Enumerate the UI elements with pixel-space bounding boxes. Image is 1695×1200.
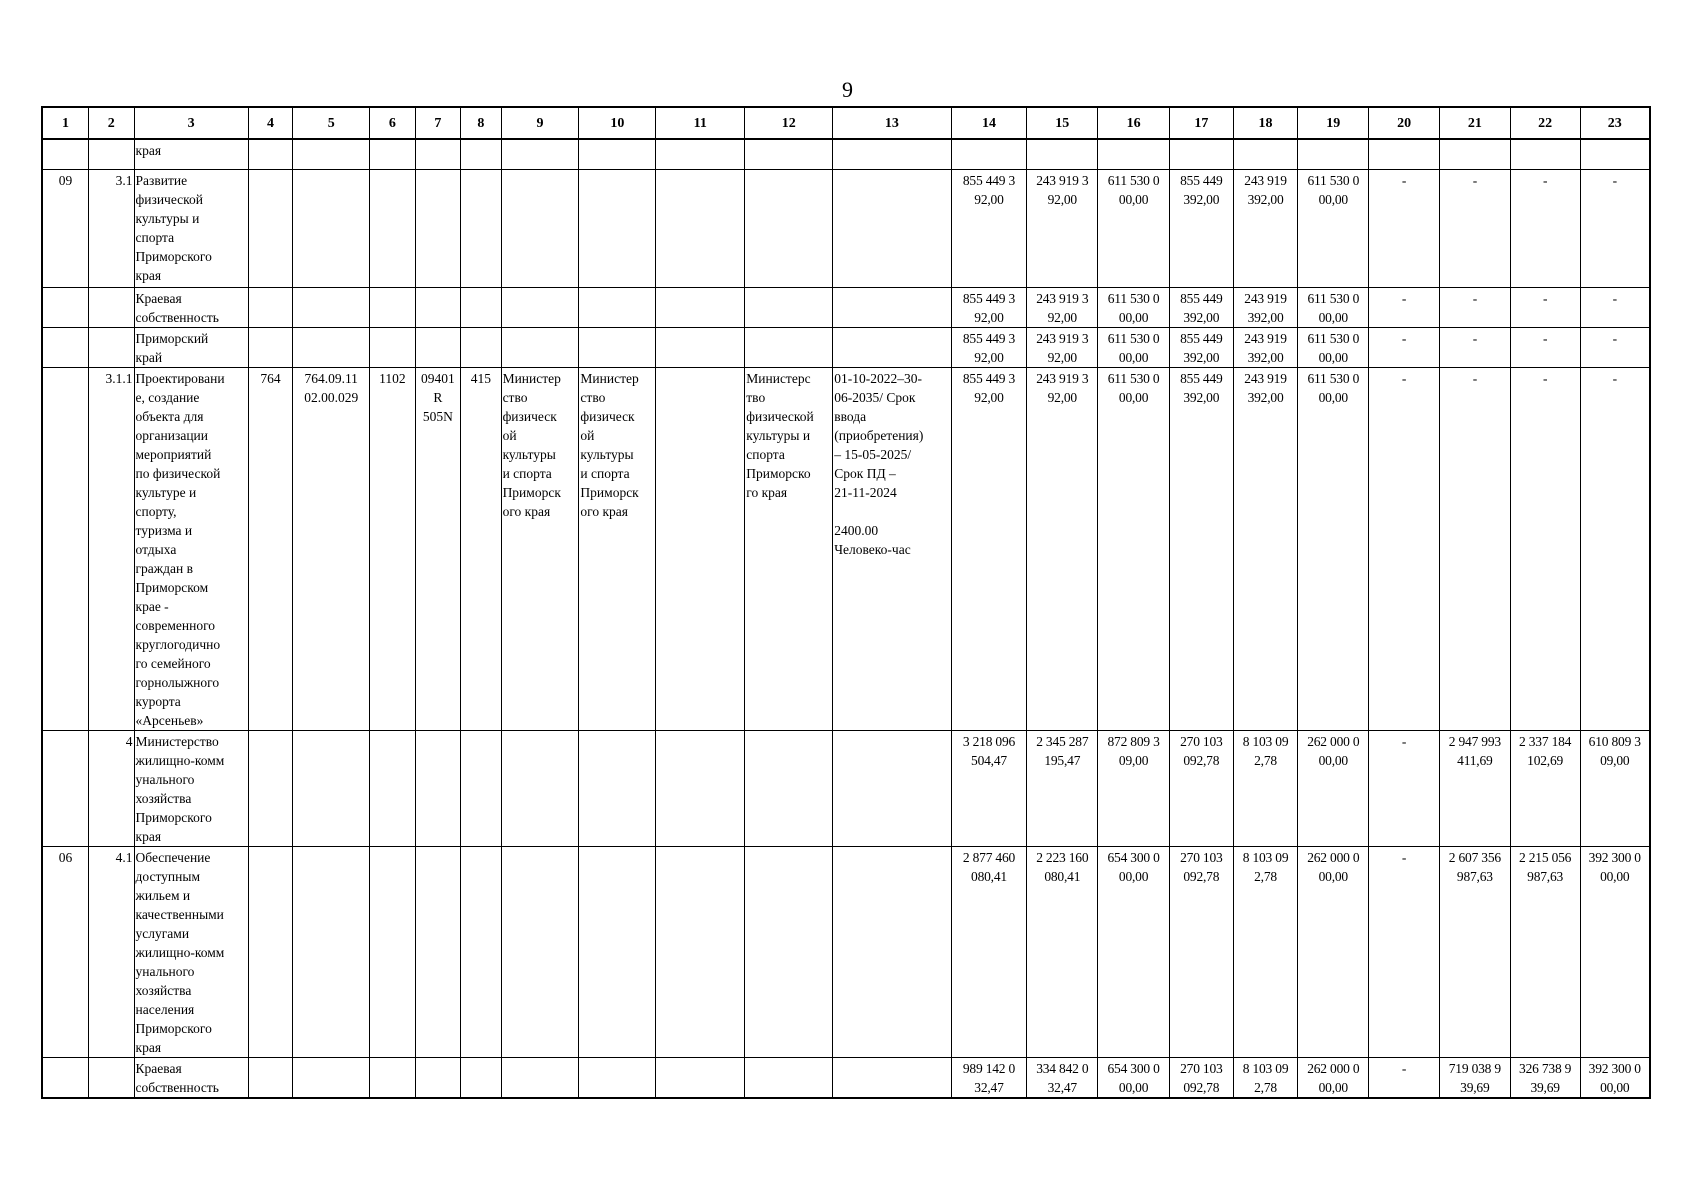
column-header: 22 [1510,107,1580,139]
table-cell [248,287,292,327]
table-cell: 611 530 0 00,00 [1298,169,1369,287]
table-cell: 2 607 356 987,63 [1439,846,1510,1057]
table-cell: 855 449 392,00 [1169,367,1233,730]
column-header: 14 [951,107,1027,139]
table-cell [579,169,656,287]
table-cell [745,139,833,169]
table-cell: - [1439,367,1510,730]
table-cell [656,730,745,846]
table-cell: 262 000 0 00,00 [1298,1057,1369,1098]
table-cell [89,327,135,367]
column-header: 11 [656,107,745,139]
table-cell: - [1369,846,1440,1057]
column-header: 17 [1169,107,1233,139]
table-cell [42,1057,89,1098]
table-cell: 855 449 392,00 [1169,327,1233,367]
table-cell [1233,139,1298,169]
table-cell [42,367,89,730]
table-cell [370,730,416,846]
table-cell [415,327,461,367]
table-cell: 2 223 160 080,41 [1027,846,1098,1057]
column-header: 5 [293,107,370,139]
table-cell [745,287,833,327]
table-cell [89,1057,135,1098]
table-cell [461,139,501,169]
column-header: 13 [833,107,951,139]
table-cell [501,327,579,367]
table-cell [461,287,501,327]
table-row [42,139,1650,169]
table-cell: 2 215 056 987,63 [1510,846,1580,1057]
table-cell: Краевая собственность [134,287,248,327]
table-cell: Обеспечение доступным жильем и качественными услугами жилищно-комм унального хозяйства населения Приморского края [134,846,248,1057]
table-cell: 262 000 0 00,00 [1298,846,1369,1057]
column-header: 10 [579,107,656,139]
table-cell: - [1510,327,1580,367]
table-cell: 415 [461,367,501,730]
table-cell [501,730,579,846]
table-cell [370,1057,416,1098]
table-cell [745,846,833,1057]
table-cell [89,139,135,169]
table-cell: 3.1 [89,169,135,287]
table-cell [1369,139,1440,169]
table-cell [293,287,370,327]
column-header: 19 [1298,107,1369,139]
table-cell [42,327,89,367]
table-cell [951,139,1027,169]
table-cell [656,367,745,730]
table-cell: 989 142 0 32,47 [951,1057,1027,1098]
table-cell [745,730,833,846]
table-cell: 2 947 993 411,69 [1439,730,1510,846]
table-cell: 243 919 392,00 [1233,287,1298,327]
table-cell: - [1369,287,1440,327]
table-cell [415,287,461,327]
table-cell [833,846,951,1057]
table-cell [1169,139,1233,169]
table-row [42,730,1650,846]
table-cell: 654 300 0 00,00 [1098,846,1170,1057]
column-header: 7 [415,107,461,139]
table-cell [415,846,461,1057]
table-cell [42,730,89,846]
table-cell: 243 919 3 92,00 [1027,169,1098,287]
table-cell: 8 103 09 2,78 [1233,730,1298,846]
table-cell: 855 449 392,00 [1169,169,1233,287]
table-cell [293,169,370,287]
table-cell [89,287,135,327]
column-header: 18 [1233,107,1298,139]
table-cell [42,287,89,327]
table-cell [415,1057,461,1098]
table-cell [833,730,951,846]
table-cell: 855 449 3 92,00 [951,169,1027,287]
table-cell: 611 530 0 00,00 [1098,367,1170,730]
table-cell [293,327,370,367]
column-header: 8 [461,107,501,139]
table-cell [461,327,501,367]
table-cell: 2 877 460 080,41 [951,846,1027,1057]
table-cell: 243 919 392,00 [1233,327,1298,367]
table-cell: 09 [42,169,89,287]
table-cell [833,327,951,367]
table-cell [248,169,292,287]
column-header: 9 [501,107,579,139]
table-cell [656,139,745,169]
column-header: 23 [1580,107,1650,139]
table-cell: 611 530 0 00,00 [1098,287,1170,327]
table-cell: - [1580,169,1650,287]
header-row [42,107,1650,139]
table-cell [745,327,833,367]
table-cell [248,730,292,846]
table-cell [501,287,579,327]
table-cell [656,327,745,367]
table-cell: - [1439,287,1510,327]
table-cell: 243 919 3 92,00 [1027,367,1098,730]
table-cell [248,1057,292,1098]
table-cell: - [1369,327,1440,367]
table-cell: - [1369,730,1440,846]
table-cell: 270 103 092,78 [1169,1057,1233,1098]
table-cell: 09401R 505N [415,367,461,730]
table-cell: - [1580,327,1650,367]
column-header: 1 [42,107,89,139]
table-cell: 610 809 3 09,00 [1580,730,1650,846]
column-header: 16 [1098,107,1170,139]
column-header: 4 [248,107,292,139]
table-row [42,327,1650,367]
table-cell [579,846,656,1057]
table-cell: Министер ство физическ ой культуры и спорта Приморск ого края [501,367,579,730]
table-cell: 611 530 0 00,00 [1098,169,1170,287]
table-cell [415,139,461,169]
table-cell: Министерс тво физической культуры и спорта Приморско го края [745,367,833,730]
table-cell [248,846,292,1057]
table-cell: 8 103 09 2,78 [1233,1057,1298,1098]
table-cell [501,846,579,1057]
table-cell: 2 337 184 102,69 [1510,730,1580,846]
table-cell: 855 449 3 92,00 [951,327,1027,367]
table-cell: 764 [248,367,292,730]
column-header: 15 [1027,107,1098,139]
table-cell [415,730,461,846]
table-cell: 06 [42,846,89,1057]
table-cell: Приморский край [134,327,248,367]
table-cell [501,139,579,169]
table-cell: 719 038 9 39,69 [1439,1057,1510,1098]
table-cell [579,730,656,846]
table-cell [1580,139,1650,169]
table-cell [293,1057,370,1098]
table-cell: 243 919 3 92,00 [1027,327,1098,367]
table-cell: - [1510,367,1580,730]
table-row [42,169,1650,287]
table-row [42,1057,1650,1098]
table-cell: Министер ство физическ ой культуры и спорта Приморск ого края [579,367,656,730]
budget-table [41,106,1651,1099]
table-cell [461,730,501,846]
table-cell: 855 449 3 92,00 [951,367,1027,730]
table-cell [656,1057,745,1098]
table-cell [370,287,416,327]
table-cell [370,139,416,169]
table-cell: - [1439,169,1510,287]
table-cell [370,327,416,367]
table-cell: 872 809 3 09,00 [1098,730,1170,846]
table-row [42,846,1650,1057]
table-cell: Министерство жилищно-комм унального хозяйства Приморского края [134,730,248,846]
table-cell [293,730,370,846]
table-cell: - [1369,169,1440,287]
table-cell: 855 449 3 92,00 [951,287,1027,327]
table-cell: 243 919 392,00 [1233,367,1298,730]
table-cell [1027,139,1098,169]
table-cell: края [134,139,248,169]
table-cell: Краевая собственность [134,1057,248,1098]
table-cell [1510,139,1580,169]
table-body [42,107,1650,1098]
table-cell: 3.1.1 [89,367,135,730]
table-cell: 4.1 [89,846,135,1057]
table-cell [579,139,656,169]
table-cell [415,169,461,287]
table-cell [1298,139,1369,169]
table-cell [42,139,89,169]
table-cell: Проектировани е, создание объекта для организации мероприятий по физической культуре и спорту, туризма и отдыха граждан в Приморском крае - современного круглогодично го семейного горнолыжного курорта «Арсеньев» [134,367,248,730]
table-cell [248,139,292,169]
table-row [42,287,1650,327]
column-header: 21 [1439,107,1510,139]
table-cell: 3 218 096 504,47 [951,730,1027,846]
column-header: 2 [89,107,135,139]
table-cell [579,327,656,367]
table-cell: 01-10-2022–30- 06-2035/ Срок ввода (приобретения) – 15-05-2025/ Срок ПД – 21-11-2024 2400.00 Человеко-час [833,367,951,730]
table-cell: 392 300 0 00,00 [1580,846,1650,1057]
table-cell: 270 103 092,78 [1169,730,1233,846]
table-cell [1439,139,1510,169]
table-cell [461,169,501,287]
table-cell [248,327,292,367]
table-cell: 611 530 0 00,00 [1098,327,1170,367]
table-cell: Развитие физической культуры и спорта Приморского края [134,169,248,287]
table-row [42,367,1650,730]
table-cell [501,169,579,287]
table-cell: 611 530 0 00,00 [1298,327,1369,367]
column-header: 6 [370,107,416,139]
table-cell: 764.09.11 02.00.029 [293,367,370,730]
table-cell: 611 530 0 00,00 [1298,367,1369,730]
table-cell: 4 [89,730,135,846]
table-cell [461,846,501,1057]
table-cell [745,169,833,287]
table-cell [656,169,745,287]
table-cell: 334 842 0 32,47 [1027,1057,1098,1098]
table-cell: - [1510,169,1580,287]
table-cell [833,169,951,287]
table-cell [370,846,416,1057]
table-cell [370,169,416,287]
column-header: 20 [1369,107,1440,139]
table-cell [833,287,951,327]
table-cell: 2 345 287 195,47 [1027,730,1098,846]
table-cell: 611 530 0 00,00 [1298,287,1369,327]
table-cell: 243 919 3 92,00 [1027,287,1098,327]
table-cell: 855 449 392,00 [1169,287,1233,327]
table-cell: - [1369,367,1440,730]
table-cell: - [1369,1057,1440,1098]
column-header: 3 [134,107,248,139]
column-header: 12 [745,107,833,139]
table-cell: 326 738 9 39,69 [1510,1057,1580,1098]
table-cell [293,139,370,169]
table-cell [461,1057,501,1098]
table-cell [833,1057,951,1098]
table-cell [579,1057,656,1098]
table-cell: - [1580,367,1650,730]
table-cell [1098,139,1170,169]
table-cell: 392 300 0 00,00 [1580,1057,1650,1098]
table-cell: 262 000 0 00,00 [1298,730,1369,846]
table-cell: 8 103 09 2,78 [1233,846,1298,1057]
table-cell: - [1510,287,1580,327]
table-cell [833,139,951,169]
table-cell: 270 103 092,78 [1169,846,1233,1057]
table-cell: 1102 [370,367,416,730]
table-cell [656,287,745,327]
table-cell [579,287,656,327]
table-cell [656,846,745,1057]
table-cell: 654 300 0 00,00 [1098,1057,1170,1098]
table-cell [745,1057,833,1098]
table-cell: - [1439,327,1510,367]
table-cell: 243 919 392,00 [1233,169,1298,287]
page-number: 9 [842,77,853,102]
table-cell [501,1057,579,1098]
table-cell [293,846,370,1057]
table-cell: - [1580,287,1650,327]
